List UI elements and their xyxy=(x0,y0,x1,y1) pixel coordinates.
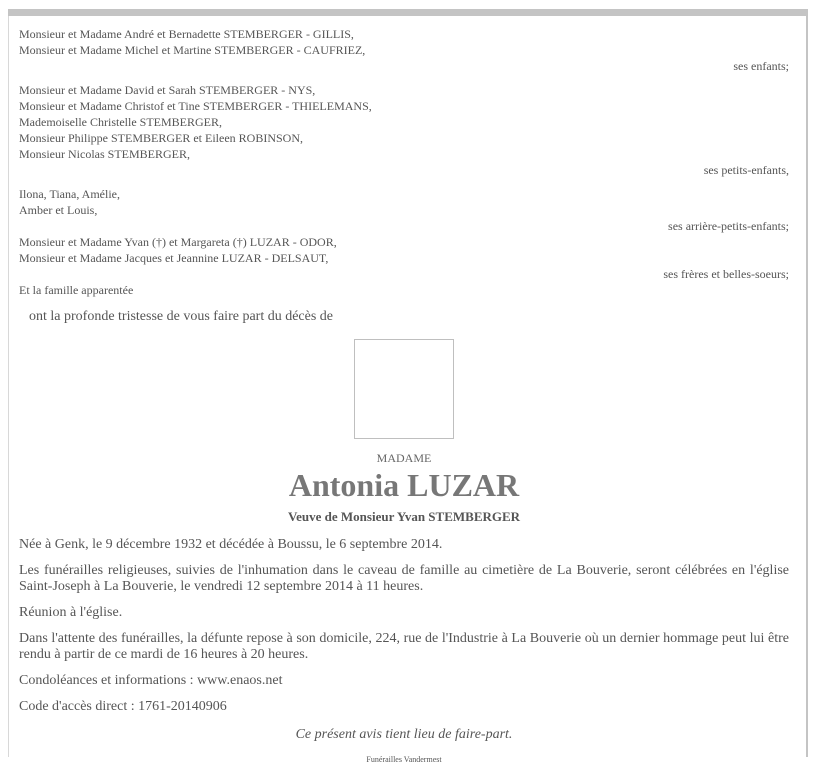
relationship-label: ses enfants; xyxy=(733,59,789,73)
obituary-details xyxy=(19,537,789,715)
relationship-label: ses frères et belles-soeurs; xyxy=(663,267,789,281)
condolences-paragraph: Condoléances et informations : www.enaos.net xyxy=(19,673,283,688)
grandchildren-group xyxy=(19,82,789,178)
access-code-paragraph: Code d'accès direct : 1761-20140906 xyxy=(19,699,227,714)
children-group xyxy=(19,26,789,74)
family-line: Monsieur et Madame David et Sarah STEMBERGER - NYS, xyxy=(19,83,316,97)
obituary-content xyxy=(19,26,789,764)
family-line: Monsieur et Madame Jacques et Jeannine LUZAR - DELSAUT, xyxy=(19,251,329,265)
funeral-home-name: Funérailles Vandermest xyxy=(366,755,442,764)
family-line: Amber et Louis, xyxy=(19,203,98,217)
birth-death-paragraph: Née à Genk, le 9 décembre 1932 et décédée à Boussu, le 6 septembre 2014. xyxy=(19,537,443,552)
relationship-label: ses petits-enfants, xyxy=(703,163,789,177)
page-shadow xyxy=(8,9,808,764)
funeral-paragraph: Les funérailles religieuses, suivies de l'inhumation dans le caveau de famille au cimetière de La Bouverie, seront célébrées en l'église Saint-Joseph à La Bouverie, le vendredi 12 septembre 2014 à 11 heures. xyxy=(19,563,789,594)
great-grandchildren-group xyxy=(19,186,789,234)
deceased-photo-frame xyxy=(354,339,454,439)
family-line: Monsieur et Madame Michel et Martine STEMBERGER - CAUFRIEZ, xyxy=(19,43,366,57)
deceased-name: Antonia LUZAR xyxy=(288,467,520,503)
announcement-intro: ont la profonde tristesse de vous faire part du décès de xyxy=(29,309,334,324)
widow-of-line: Veuve de Monsieur Yvan STEMBERGER xyxy=(287,509,521,524)
honorific: MADAME xyxy=(376,451,432,465)
visitation-paragraph: Dans l'attente des funérailles, la défunte repose à son domicile, 224, rue de l'Industrie à La Bouverie où un dernier hommage peut lui être rendu à partir de ce mardi de 16 heures à 20 heures. xyxy=(19,631,789,662)
obituary-sheet xyxy=(8,16,806,764)
relationship-label: ses arrière-petits-enfants; xyxy=(668,219,789,233)
related-family-line: Et la famille apparentée xyxy=(19,283,134,297)
family-line: Mademoiselle Christelle STEMBERGER, xyxy=(19,115,222,129)
family-line: Ilona, Tiana, Amélie, xyxy=(19,187,120,201)
family-line: Monsieur Philippe STEMBERGER et Eileen ROBINSON, xyxy=(19,131,303,145)
family-list xyxy=(19,26,789,298)
family-line: Monsieur Nicolas STEMBERGER, xyxy=(19,147,190,161)
family-line: Monsieur et Madame Christof et Tine STEMBERGER - THIELEMANS, xyxy=(19,99,372,113)
family-line: Monsieur et Madame Yvan (†) et Margareta (†) LUZAR - ODOR, xyxy=(19,235,337,249)
siblings-group xyxy=(19,234,789,282)
meeting-paragraph: Réunion à l'église. xyxy=(19,605,123,620)
family-line: Monsieur et Madame André et Bernadette STEMBERGER - GILLIS, xyxy=(19,27,354,41)
closing-note: Ce présent avis tient lieu de faire-part. xyxy=(295,727,513,742)
